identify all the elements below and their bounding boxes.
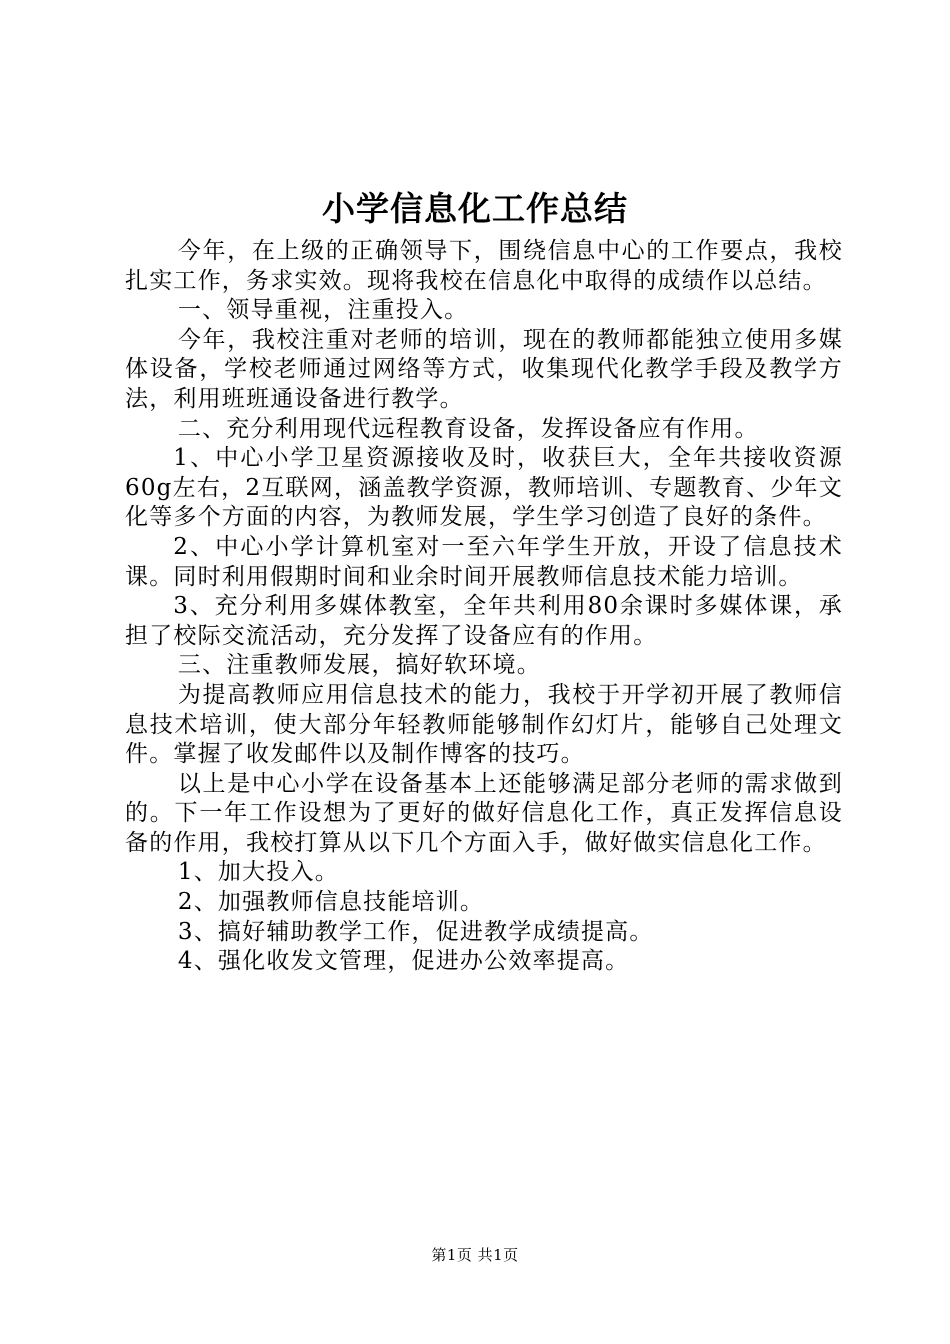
section-heading-1: 一、领导重视，注重投入。	[177, 297, 469, 324]
list-item-plan-4: 4、强化收发文管理，促进办公效率提高。	[177, 948, 630, 975]
section-heading-2: 二、充分利用现代远程教育设备，发挥设备应有作用。	[177, 415, 759, 442]
list-item-plan-3: 3、搞好辅助教学工作，促进教学成绩提高。	[177, 918, 654, 945]
paragraph-item-computer-room: 2、中心小学计算机室对一至六年学生开放，开设了信息技术课。同时利用假期时间和业余时间开展教师信息技术能力培训。	[125, 533, 843, 590]
paragraph-training: 今年，我校注重对老师的培训，现在的教师都能独立使用多媒体设备，学校老师通过网络等方式，收集现代化教学手段及教学方法，利用班班通设备进行教学。	[125, 326, 843, 412]
list-item-plan-2: 2、加强教师信息技能培训。	[177, 889, 485, 916]
section-heading-3: 三、注重教师发展，搞好软环境。	[177, 652, 541, 679]
paragraph-plan: 以上是中心小学在设备基本上还能够满足部分老师的需求做到的。下一年工作设想为了更好的做好信息化工作，真正发挥信息设备的作用，我校打算从以下几个方面入手，做好做实信息化工作。	[125, 770, 843, 856]
paragraph-intro: 今年，在上级的正确领导下，围绕信息中心的工作要点，我校扎实工作，务求实效。现将我校在信息化中取得的成绩作以总结。	[125, 238, 843, 294]
paragraph-teacher-development: 为提高教师应用信息技术的能力，我校于开学初开展了教师信息技术培训，使大部分年轻教师能够制作幻灯片，能够自己处理文件。掌握了收发邮件以及制作博客的技巧。	[125, 681, 843, 768]
paragraph-item-satellite: 1、中心小学卫星资源接收及时，收获巨大，全年共接收资源60g左右，2互联网，涵盖教学资源，教师培训、专题教育、少年文化等多个方面的内容，为教师发展，学生学习创造了良好的条件。	[125, 445, 843, 531]
list-item-plan-1: 1、加大投入。	[177, 859, 339, 886]
document-title: 小学信息化工作总结	[322, 189, 628, 228]
page-number: 第1页 共1页	[431, 1246, 519, 1264]
paragraph-item-multimedia: 3、充分利用多媒体教室，全年共利用80余课时多媒体课，承担了校际交流活动，充分发挥了设备应有的作用。	[125, 593, 843, 649]
document-body	[125, 237, 843, 977]
